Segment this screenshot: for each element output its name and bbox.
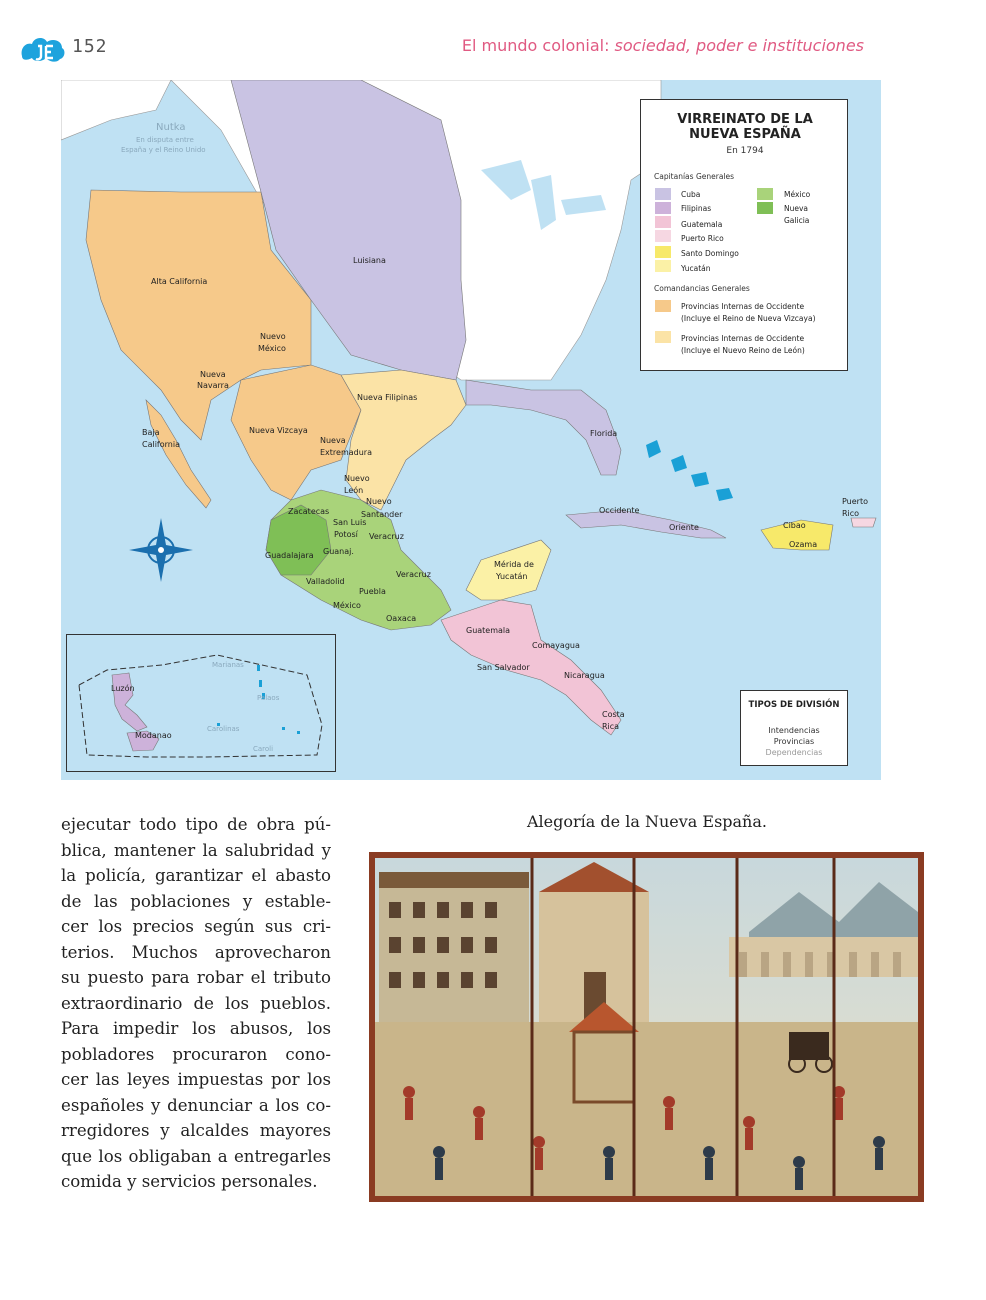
body-line: que los obligaban a entregarles [61, 1146, 331, 1166]
legend-comandancia-1-line2: (Incluye el Reino de Nueva Vizcaya) [681, 314, 816, 323]
inset-drawing [67, 635, 335, 771]
label-nutka-note1: En disputa entre [136, 136, 194, 144]
swatch-yucatan [655, 260, 671, 272]
swatch-santo-domingo [655, 246, 671, 258]
body-line: su puesto para robar el tributo [61, 968, 331, 987]
legend-title-line1: VIRREINATO DE LA [677, 112, 813, 127]
legend-guatemala: Guatemala [681, 220, 723, 229]
label-veracruz: Veracruz [396, 570, 431, 579]
image-caption: Alegoría de la Nueva España. [527, 812, 767, 831]
body-line: comida y servicios personales. [61, 1172, 318, 1191]
body-paragraph [61, 812, 331, 1195]
label-san-salvador: San Salvador [477, 663, 530, 672]
legend-capitanias-heading: Capitanías Generales [654, 172, 735, 181]
label-navarra: Navarra [197, 381, 229, 390]
swatch-guatemala [655, 216, 671, 228]
legend-yucatan: Yucatán [681, 264, 711, 273]
body-line: Para impedir los abusos, los [61, 1019, 331, 1038]
label-mexico: México [333, 601, 361, 610]
legend-galicia: Galicia [784, 216, 810, 225]
body-line: españoles y denunciar a los co- [61, 1095, 331, 1115]
division-types-title: TIPOS DE DIVISIÓN [748, 700, 840, 710]
label-luzon: Luzón [111, 684, 135, 693]
label-puerto: Puerto [842, 497, 868, 506]
label-santander: Santander [361, 510, 403, 519]
label-san-luis: San Luis [333, 518, 367, 527]
division-intendencias: Intendencias [768, 726, 820, 735]
swatch-occidente-vizcaya [655, 300, 671, 312]
swatch-occidente-leon [655, 331, 671, 343]
legend-nueva: Nueva [784, 204, 809, 213]
label-alta-california: Alta California [151, 277, 208, 286]
label-nuevo-leon: Nuevo [344, 474, 370, 483]
division-provincias: Provincias [773, 737, 815, 746]
label-nueva-filipinas: Nueva Filipinas [357, 393, 418, 402]
folding-screen-painting [369, 852, 924, 1202]
label-cibao: Cibao [783, 521, 806, 530]
label-rica: Rica [602, 722, 620, 731]
page-header [0, 28, 986, 68]
label-guadalajara: Guadalajara [265, 551, 314, 560]
label-nueva-vizcaya: Nueva Vizcaya [249, 426, 308, 435]
label-veracruz-north: Veracruz [369, 532, 404, 541]
label-guatemala: Guatemala [466, 626, 511, 635]
swatch-filipinas [655, 202, 671, 214]
label-occidente: Occidente [599, 506, 640, 515]
legend-comandancia-2-line2: (Incluye el Nuevo Reino de León) [681, 346, 805, 355]
page-number: 152 [72, 36, 108, 57]
label-leon: León [344, 486, 364, 495]
label-valladolid: Valladolid [306, 577, 345, 586]
legend-santo-domingo: Santo Domingo [681, 249, 739, 258]
label-comayagua: Comayagua [532, 641, 580, 650]
label-potosi: Potosí [334, 530, 358, 539]
label-caroli: Caroli [253, 745, 274, 753]
label-baja: Baja [142, 428, 160, 437]
label-nutka: Nutka [156, 122, 186, 133]
body-line: cer los precios según sus cri- [61, 917, 331, 936]
legend-subtitle: En 1794 [726, 146, 764, 156]
painting-drawing [369, 852, 924, 1202]
body-line: cer las leyes impuestas por los [61, 1070, 331, 1089]
body-line: de las poblaciones y estable- [61, 891, 331, 911]
body-line: pobladores procuraron cono- [61, 1044, 331, 1064]
label-mexico-nm: México [258, 344, 286, 353]
running-head-italic: sociedad, poder e instituciones [614, 36, 864, 55]
label-florida: Florida [590, 429, 618, 438]
running-head-plain: El mundo colonial: [461, 36, 615, 55]
body-line: la policía, garantizar el abasto [61, 866, 331, 885]
swatch-mexico [757, 188, 773, 200]
body-line: ejecutar todo tipo de obra pú- [61, 815, 331, 834]
legend-cuba: Cuba [681, 190, 701, 199]
book-series-logo-icon [20, 34, 66, 64]
label-yucatan: Yucatán [496, 572, 528, 581]
label-puebla: Puebla [359, 587, 386, 596]
swatch-nueva-galicia [757, 202, 773, 214]
legend-comandancia-2-line1: Provincias Internas de Occidente [681, 334, 805, 343]
running-head [462, 36, 864, 55]
body-line: blica, mantener la salubridad y [61, 840, 331, 860]
label-rico: Rico [842, 509, 860, 518]
legend-comandancias-heading: Comandancias Generales [654, 284, 750, 293]
label-oriente: Oriente [669, 523, 699, 532]
label-guanaj: Guanaj. [323, 547, 354, 556]
body-line: extraordinario de los pueblos. [61, 993, 331, 1013]
label-nicaragua: Nicaragua [564, 671, 605, 680]
label-nueva-navarra: Nueva [200, 370, 226, 379]
philippines-inset-map [66, 634, 336, 772]
label-california: California [142, 440, 180, 449]
label-nueva-extremadura: Nueva [320, 436, 346, 445]
label-merida: Mérida de [494, 560, 534, 569]
body-line: rregidores y alcaldes mayores [61, 1121, 331, 1140]
legend-puerto-rico: Puerto Rico [681, 234, 724, 243]
division-dependencias: Dependencias [765, 748, 823, 757]
label-extremadura: Extremadura [320, 448, 372, 457]
label-oaxaca: Oaxaca [386, 614, 417, 623]
legend-comandancia-1-line1: Provincias Internas de Occidente [681, 302, 805, 311]
swatch-cuba [655, 188, 671, 200]
label-modanao: Modanao [135, 731, 172, 740]
legend-title [641, 112, 849, 142]
label-zacatecas: Zacatecas [288, 507, 330, 516]
label-costa: Costa [602, 710, 625, 719]
legend-title-line2: NUEVA ESPAÑA [689, 127, 801, 142]
compass-rose-icon [129, 518, 193, 582]
label-nutka-note2: España y el Reino Unido [121, 146, 206, 154]
legend-filipinas: Filipinas [681, 204, 712, 213]
label-ozama: Ozama [789, 540, 818, 549]
division-types-box [740, 690, 848, 766]
label-carolinas: Carolinas [207, 725, 240, 733]
label-nuevo-nm: Nuevo [260, 332, 286, 341]
label-marianas: Marianas [212, 661, 244, 669]
body-line: terios. Muchos aprovecharon [61, 942, 331, 962]
label-luisiana: Luisiana [353, 256, 386, 265]
label-nuevo-santander: Nuevo [366, 497, 392, 506]
label-palaos: Palaos [257, 694, 280, 702]
legend-mexico: México [784, 190, 811, 199]
map-legend [640, 99, 848, 371]
swatch-puerto-rico [655, 230, 671, 242]
